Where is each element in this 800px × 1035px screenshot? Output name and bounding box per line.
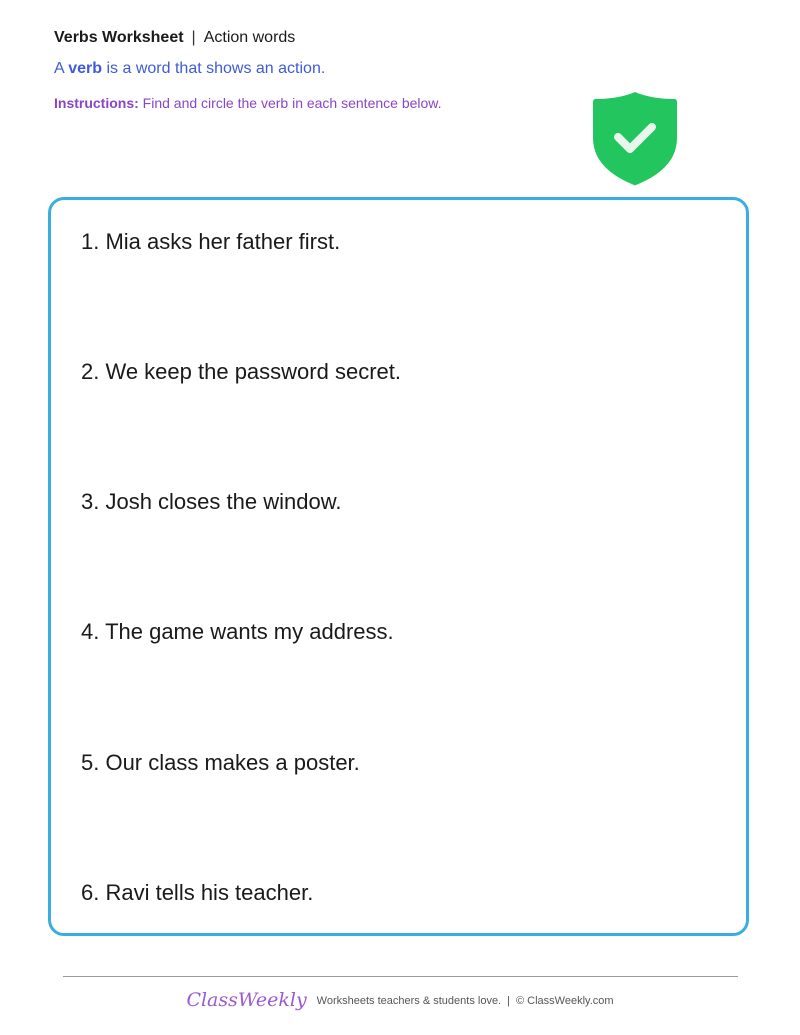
footer (0, 986, 800, 1015)
shield-check-icon (592, 90, 678, 186)
definition-term: verb (68, 60, 103, 77)
instructions-label: Instructions: (54, 95, 139, 111)
sentences-box (48, 197, 749, 936)
worksheet-header (54, 28, 295, 48)
definition-prefix: A (54, 60, 64, 77)
footer-divider (63, 976, 738, 977)
sentence-1: 1. Mia asks her father first. (81, 229, 341, 254)
brand-logo: ClassWeekly (186, 989, 307, 1011)
footer-copyright: © ClassWeekly.com (515, 995, 614, 1007)
sentence-4: 4. The game wants my address. (81, 619, 394, 644)
sentence-2: 2. We keep the password secret. (81, 359, 401, 384)
worksheet-title: Verbs Worksheet (54, 29, 184, 46)
sentence-6: 6. Ravi tells his teacher. (81, 880, 314, 905)
sentence-5: 5. Our class makes a poster. (81, 750, 360, 775)
worksheet-subtitle: Action words (203, 29, 296, 46)
instructions-text: Find and circle the verb in each sentence below. (142, 95, 442, 111)
footer-tagline: Worksheets teachers & students love. (316, 995, 502, 1007)
instructions (54, 94, 442, 112)
sentence-3: 3. Josh closes the window. (81, 489, 342, 514)
footer-separator: | (507, 995, 510, 1007)
header-separator: | (191, 29, 196, 46)
definition-suffix: is a word that shows an action. (106, 60, 326, 77)
verb-definition (54, 59, 325, 79)
